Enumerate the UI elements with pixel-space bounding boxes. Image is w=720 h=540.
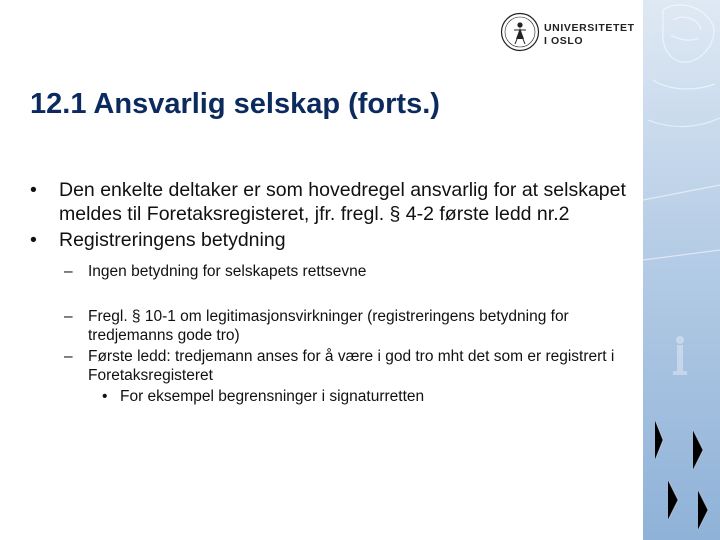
sub-bullet-item: [28, 347, 638, 385]
university-name-line2: I OSLO: [544, 35, 584, 47]
dash-marker: –: [64, 348, 73, 365]
bullet-marker: •: [30, 229, 37, 251]
bullet-text: Registreringens betydning: [59, 229, 286, 251]
sub-bullet-item: [28, 307, 638, 345]
bullet-text: Den enkelte deltaker er som hovedregel ansvarlig for at selskapet meldes til Foretaksregisteret, jfr. fregl. § 4-2 første ledd nr.2: [59, 179, 626, 225]
university-logo: [500, 12, 640, 54]
bullet-item: [28, 228, 638, 252]
bullet-marker: •: [102, 388, 108, 405]
decorative-statue-icon: [643, 0, 720, 540]
slide-body: [28, 178, 638, 406]
sub-bullet-text: Første ledd: tredjemann anses for å være i god tro mht det som er registrert i Foretaksregisteret: [88, 348, 615, 384]
sub-bullet-text: Ingen betydning for selskapets rettsevne: [88, 263, 367, 280]
slide-title: 12.1 Ansvarlig selskap (forts.): [30, 88, 440, 120]
university-seal-icon: [500, 12, 540, 52]
side-decoration: [643, 0, 720, 540]
bullet-marker: •: [30, 179, 37, 201]
sub-bullet-item: [28, 262, 638, 281]
bullet-item: [28, 178, 638, 226]
university-name-line1: UNIVERSITETET: [544, 22, 635, 34]
sub-bullet-text: Fregl. § 10-1 om legitimasjonsvirkninger (registreringens betydning for tredjemanns gode tro): [88, 308, 569, 344]
sub-sub-bullet-text: For eksempel begrensninger i signaturretten: [120, 388, 425, 405]
dash-marker: –: [64, 308, 73, 325]
sub-sub-bullet-item: [28, 387, 638, 406]
dash-marker: –: [64, 263, 73, 280]
